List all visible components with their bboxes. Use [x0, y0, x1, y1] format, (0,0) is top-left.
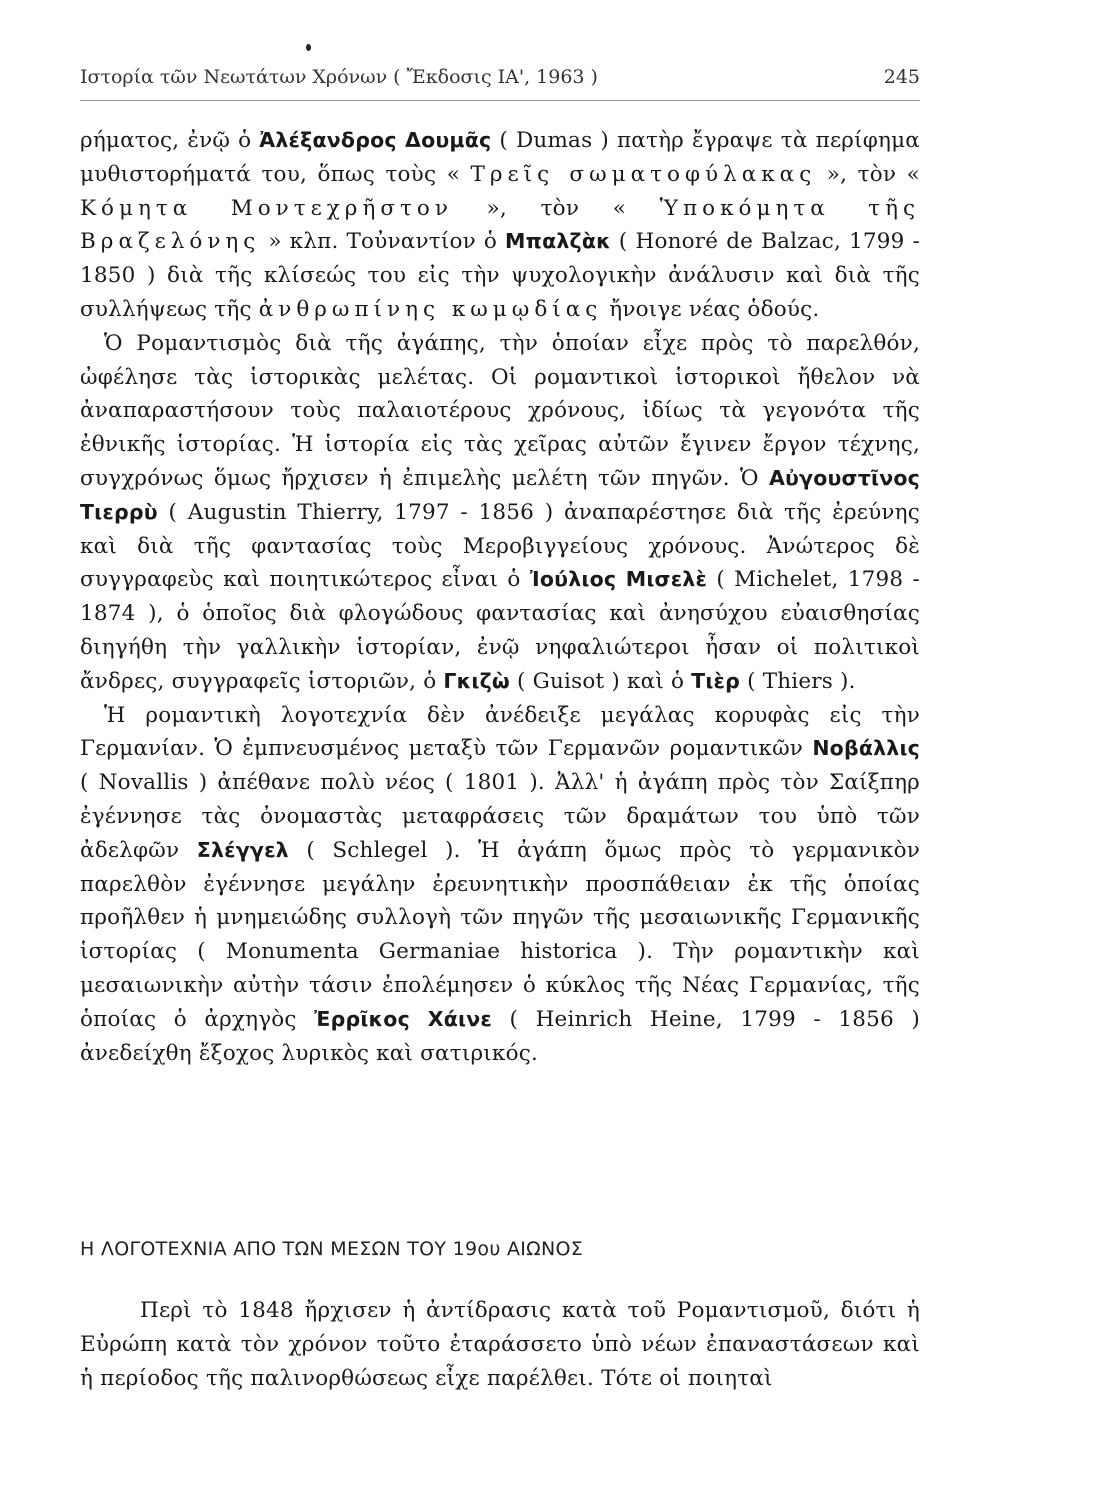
spaced-title: Κόμητα Μοντεχρῆστον: [80, 195, 453, 221]
name-thierry: Αὐγουστῖνος Τιερρὺ: [80, 465, 920, 524]
paragraph-4: Περὶ τὸ 1848 ἤρχισεν ἡ ἀντίδρασις κατὰ τοῦ Ρομαντισμοῦ, διότι ἡ Εὐρώπη κατὰ τὸν χρόνον τοῦτο ἐταράσσετο ὑπὸ νέων ἐπαναστάσεων καὶ ἡ περίοδος τῆς παλινορθώσεως εἶχε παρέλθει. Τότε οἱ ποιηταὶ: [80, 1298, 920, 1391]
running-header: [80, 66, 920, 88]
header-title: Ιστορία τῶν Νεωτάτων Χρόνων ( Ἔκδοσις ΙΑ', 1963 ): [80, 66, 598, 88]
paragraph-3: Ἡ ρομαντικὴ λογοτεχνία δὲν ἀνέδειξε μεγάλας κορυφὰς εἰς τὴν Γερμανίαν. Ὁ ἐμπνευσμένος μεταξὺ τῶν Γερμανῶν ρομαντικῶν Νοβάλλις ( Novallis ) ἀπέθανε πολὺ νέος ( 1801 ). Ἀλλ' ἡ ἀγάπη πρὸς τὸν Σαίξπηρ ἐγέννησε τὰς ὀνομαστὰς μεταφράσεις τῶν δραμάτων του ὑπὸ τῶν ἀδελφῶν Σλέγγελ ( Schlegel ). Ἡ ἀγάπη ὅμως πρὸς τὸ γερμανικὸν παρελθὸν ἐγέννησε μεγάλην ἐρευνητικὴν προσπάθειαν ἐκ τῆς ὁποίας προῆλθεν ἡ μνημειώδης συλλογὴ τῶν πηγῶν τῆς μεσαιωνικῆς Γερμανικῆς ἱστορίας ( Monumenta Germaniae historica ). Τὴν ρομαντικὴν καὶ μεσαιωνικὴν αὐτὴν τάσιν ἐπολέμησεν ὁ κύκλος τῆς Νέας Γερμανίας, τῆς ὁποίας ὁ ἀρχηγὸς Ἐρρῖκος Χάινε ( Heinrich Heine, 1799 - 1856 ) ἀνεδείχθη ἔξοχος λυρικὸς καὶ σατιρικός.: [80, 702, 920, 1066]
main-text: [80, 124, 920, 1070]
name-schlegel: Σλέγγελ: [196, 837, 289, 862]
name-dumas: Ἀλέξανδρος Δουμᾶς: [259, 128, 492, 152]
page-number: 245: [883, 66, 920, 88]
name-balzac: Μπαλζὰκ: [505, 229, 611, 254]
paragraph-1: ρήματος, ἐνῷ ὁ Ἀλέξανδρος Δουμᾶς ( Dumas ) πατὴρ ἔγραψε τὰ περίφημα μυθιστορήματά του, ὅπως τοὺς « Τρεῖς σωματοφύλακας », τὸν « Κόμητα Μοντεχρῆστον », τὸν « Ὑποκόμητα τῆς Βραζελόνης » κλπ. Τοὐναντίον ὁ Μπαλζὰκ ( Honoré de Balzac, 1799 - 1850 ) διὰ τῆς κλίσεώς του εἰς τὴν ψυχολογικὴν ἀνάλυσιν καὶ διὰ τῆς συλλήψεως τῆς ἀνθρωπίνης κωμῳδίας ἤνοιγε νέας ὁδούς.: [80, 128, 921, 322]
name-heine: Ἐρρῖκος Χάινε: [314, 1006, 492, 1031]
name-novalis: Νοβάλλις: [812, 736, 920, 761]
spaced-title: Ὑποκόμητα τῆς Βραζελόνης: [80, 195, 921, 255]
spaced-title: Τρεῖς σωματοφύλακας: [470, 161, 817, 187]
paragraph-2: Ὁ Ρομαντισμὸς διὰ τῆς ἀγάπης, τὴν ὁποίαν εἶχε πρὸς τὸ παρελθόν, ὠφέλησε τὰς ἱστορικὰς μελέτας. Οἱ ρομαντικοὶ ἱστορικοὶ ἤθελον νὰ ἀναπαραστήσουν τοὺς παλαιοτέρους χρόνους, ἰδίως τὰ γεγονότα τῆς ἐθνικῆς ἱστορίας. Ἡ ἱστορία εἰς τὰς χεῖρας αὐτῶν ἔγινεν ἔργον τέχνης, συγχρόνως ὅμως ἤρχισεν ἡ ἐπιμελὴς μελέτη τῶν πηγῶν. Ὁ Αὐγουστῖνος Τιερρὺ ( Augustin Thierry, 1797 - 1856 ) ἀναπαρέστησε διὰ τῆς ἐρεύνης καὶ διὰ τῆς φαντασίας τοὺς Μεροβιγγείους χρόνους. Ἀνώτερος δὲ συγγραφεὺς καὶ ποιητικώτερος εἶναι ὁ Ἰούλιος Μισελὲ ( Michelet, 1798 - 1874 ), ὁ ὁποῖος διὰ φλογώδους φαντασίας καὶ ἀνησύχου εὐαισθησίας διηγήθη τὴν γαλλικὴν ἱστορίαν, ἐνῷ νηφαλιώτεροι ἦσαν οἱ πολιτικοὶ ἄνδρες, συγγραφεῖς ἱστοριῶν, ὁ Γκιζὼ ( Guisot ) καὶ ὁ Τιὲρ ( Thiers ).: [80, 330, 920, 694]
name-guizot: Γκιζὼ: [443, 668, 510, 693]
ink-dot: [306, 44, 311, 51]
section-heading: Η ΛΟΓΟΤΕΧΝΙΑ ΑΠΟ ΤΩΝ ΜΕΣΩΝ ΤΟΥ 19ου ΑΙΩΝΟΣ: [80, 1238, 584, 1260]
name-michelet: Ἰούλιος Μισελὲ: [529, 567, 708, 592]
header-rule: [80, 100, 920, 101]
spaced-title: ἀνθρωπίνης κωμῳδίας: [258, 296, 603, 322]
name-thiers: Τιὲρ: [691, 668, 741, 693]
